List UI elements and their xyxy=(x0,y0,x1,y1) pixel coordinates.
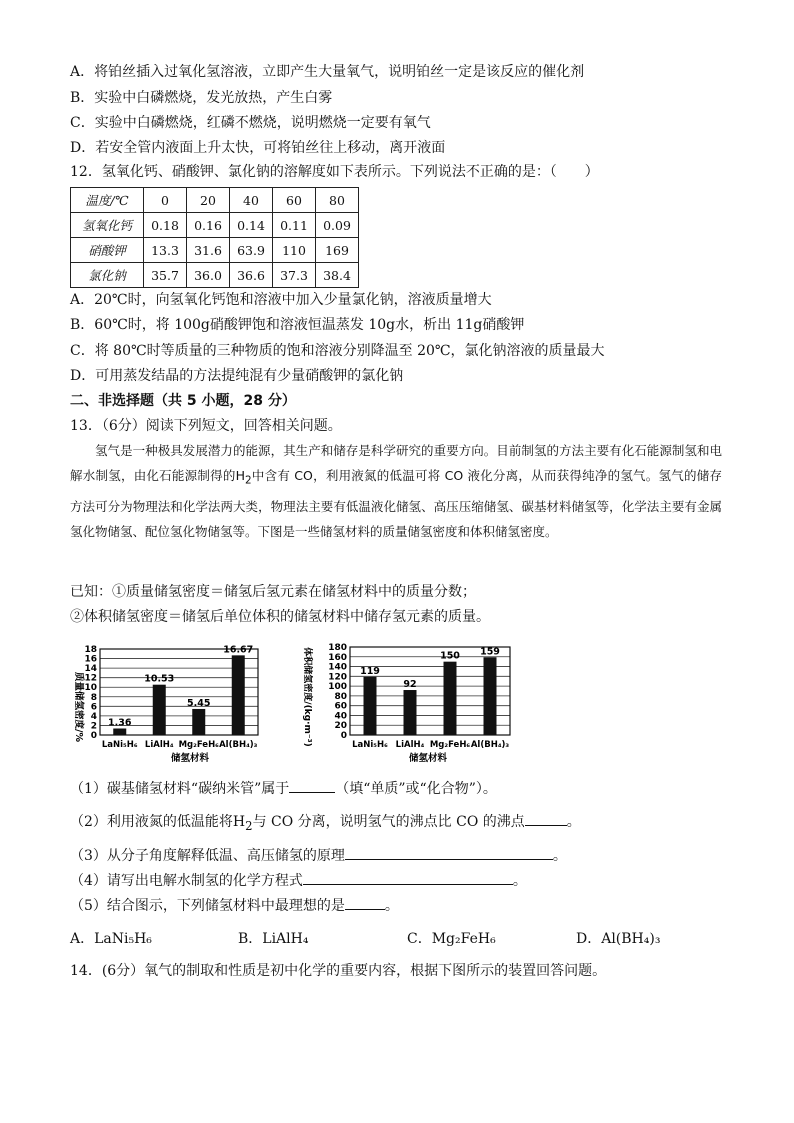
q13-passage xyxy=(70,438,722,544)
x-tick-label: LaNi₅H₆ xyxy=(101,740,138,750)
q13-choices xyxy=(70,928,720,950)
data-label: 10.53 xyxy=(144,673,175,685)
table-cell: 31.6 xyxy=(187,238,230,263)
data-label: 1.36 xyxy=(108,717,132,729)
y-tick-label: 14 xyxy=(84,664,97,675)
table-cell: 36.0 xyxy=(187,263,230,288)
y-tick-label: 60 xyxy=(334,701,347,712)
table-cell: 40 xyxy=(230,188,273,213)
table-cell: 60 xyxy=(273,188,316,213)
table-cell: 0.16 xyxy=(187,213,230,238)
x-axis-label: 储氢材料 xyxy=(170,753,210,764)
y-axis-label: 质量储氢密度/% xyxy=(73,672,84,742)
y-tick-label: 12 xyxy=(84,673,97,684)
data-label: 16.67 xyxy=(223,644,254,656)
x-tick-label: LaNi₅H₆ xyxy=(352,740,388,750)
q14-stem: 14．(6分）氧气的制取和性质是初中化学的重要内容，根据下图所示的装置回答问题。 xyxy=(70,963,607,979)
y-tick-label: 40 xyxy=(334,711,347,722)
table-cell: 110 xyxy=(273,238,316,263)
bar xyxy=(232,655,245,735)
table-cell: 0 xyxy=(144,188,187,213)
table-cell: 169 xyxy=(316,238,359,263)
table-cell: 20 xyxy=(187,188,230,213)
q12-option-a: A．20℃时，向氢氧化钙饱和溶液中加入少量氯化钠，溶液质量增大 xyxy=(70,292,492,308)
answer-blank[interactable] xyxy=(303,870,513,885)
passage-text-2: 中含有 CO，利用液氮的低温可将 CO 液化分离，从而获得纯净的氢气。氢气的储存方法可分为物理法和化学法两大类，物理法主要有低温液化储氢、高压压缩储氢、碳基材料储氢等，化学法主要有金属氢化物储氢、配位氢化物储氢等。下图是一些储氢材料的质量储氢密度和体积储氢密度。 xyxy=(70,468,722,539)
y-tick-label: 0 xyxy=(340,731,347,741)
passage-text-1: 氢气是一种极具发展潜力的能源，其生产和储存是科学研究的重要方向。目前制氢的方法主要有化石能源制氢和电解水制氢，由化石能源制得的 xyxy=(70,443,722,483)
y-tick-label: 2 xyxy=(90,721,97,732)
volume-density-chart xyxy=(298,637,528,765)
table-header-row xyxy=(71,188,359,213)
data-label: 159 xyxy=(480,646,500,658)
table-row-label: 硝酸钾 xyxy=(71,238,144,263)
y-tick-label: 80 xyxy=(334,691,347,702)
h2-formula: $H_2$ xyxy=(232,814,253,833)
table-cell: 37.3 xyxy=(273,263,316,288)
table-cell: 36.6 xyxy=(230,263,273,288)
table-cell: 0.11 xyxy=(273,213,316,238)
table-cell: 0.14 xyxy=(230,213,273,238)
y-tick-label: 8 xyxy=(90,692,97,703)
y-tick-label: 4 xyxy=(90,711,97,722)
table-row xyxy=(71,238,359,263)
q12-option-b: B．60℃时，将 100g硝酸钾饱和溶液恒温蒸发 10g水，析出 11g硝酸钾 xyxy=(70,317,525,333)
x-tick-label: Mg₂FeH₆ xyxy=(178,740,219,750)
y-tick-label: 18 xyxy=(84,645,97,655)
known-1: 已知：①质量储氢密度＝储氢后氢元素在储氢材料中的质量分数； xyxy=(70,584,476,600)
bar xyxy=(113,729,126,735)
q13-sub3: （3）从分子角度解释低温、高压储氢的原理 。 xyxy=(70,845,567,866)
table-header-label: 温度/℃ xyxy=(71,188,144,213)
table-cell: 0.09 xyxy=(316,213,359,238)
h2-formula: $H_2$ xyxy=(235,468,252,487)
x-tick-label: Al(BH₄)₃ xyxy=(470,740,510,750)
choice-b[interactable]: B．LiAlH₄ xyxy=(238,931,309,947)
choice-a[interactable]: A．LaNi₅H₆ xyxy=(70,931,152,947)
table-cell: 35.7 xyxy=(144,263,187,288)
data-label: 92 xyxy=(403,679,417,691)
mass-density-chart xyxy=(70,637,280,765)
bar xyxy=(364,677,377,735)
table-cell: 63.9 xyxy=(230,238,273,263)
y-tick-label: 120 xyxy=(328,672,347,683)
bar xyxy=(404,690,417,735)
x-tick-label: LiAlH₄ xyxy=(144,740,174,750)
x-axis-label: 储氢材料 xyxy=(408,753,448,764)
solubility-table xyxy=(70,187,359,288)
q12-option-d: D．可用蒸发结晶的方法提纯混有少量硝酸钾的氯化钠 xyxy=(70,368,404,384)
choice-c[interactable]: C．Mg₂FeH₆ xyxy=(407,931,496,947)
q11-option-a: A．将铂丝插入过氧化氢溶液，立即产生大量氧气，说明铂丝一定是该反应的催化剂 xyxy=(70,64,585,80)
data-label: 119 xyxy=(360,665,380,677)
bar xyxy=(153,685,166,735)
bar xyxy=(444,662,457,735)
table-cell: 80 xyxy=(316,188,359,213)
known-2: ②体积储氢密度＝储氢后单位体积的储氢材料中储存氢元素的质量。 xyxy=(70,609,490,625)
answer-blank[interactable] xyxy=(525,811,567,826)
data-label: 5.45 xyxy=(187,697,211,709)
q11-option-b: B．实验中白磷燃烧，发光放热，产生白雾 xyxy=(70,90,333,106)
y-tick-label: 10 xyxy=(84,683,97,694)
q12-stem: 12．氢氧化钙、硝酸钾、氯化钠的溶解度如下表所示。下列说法不正确的是：（ ） xyxy=(70,164,599,180)
section-title: 二、非选择题（共 5 小题，28 分） xyxy=(70,393,296,409)
bar xyxy=(192,709,205,735)
q11-option-c: C．实验中白磷燃烧，红磷不燃烧，说明燃烧一定要有氧气 xyxy=(70,115,431,131)
answer-blank[interactable] xyxy=(345,895,385,910)
table-cell: 13.3 xyxy=(144,238,187,263)
y-tick-label: 0 xyxy=(90,731,97,741)
table-row xyxy=(71,263,359,288)
table-cell: 38.4 xyxy=(316,263,359,288)
q13-sub2: （2）利用液氮的低温能将$H_2$与 CO 分离，说明氢气的沸点比 CO 的沸点 。 xyxy=(70,811,581,836)
answer-blank[interactable] xyxy=(345,845,553,860)
y-tick-label: 100 xyxy=(328,682,347,693)
y-tick-label: 16 xyxy=(84,654,97,665)
y-tick-label: 6 xyxy=(90,702,97,713)
y-axis-label: 体积储氢密度/(kg·m⁻³) xyxy=(302,647,312,747)
y-tick-label: 140 xyxy=(328,662,347,673)
bar xyxy=(484,657,497,735)
q13-sub4: （4）请写出电解水制氢的化学方程式 。 xyxy=(70,870,527,891)
answer-blank[interactable] xyxy=(289,778,335,793)
table-row-label: 氯化钠 xyxy=(71,263,144,288)
x-tick-label: LiAlH₄ xyxy=(395,740,425,750)
q13-sub1: （1）碳基储氢材料“碳纳米管”属于 （填“单质”或“化合物”）。 xyxy=(70,778,497,799)
q12-option-c: C．将 80℃时等质量的三种物质的饱和溶液分别降温至 20℃，氯化钠溶液的质量最大 xyxy=(70,343,605,359)
y-tick-label: 20 xyxy=(334,721,347,732)
table-row xyxy=(71,213,359,238)
q13-sub5: （5）结合图示，下列储氢材料中最理想的是 。 xyxy=(70,895,399,916)
table-cell: 0.18 xyxy=(144,213,187,238)
x-tick-label: Mg₂FeH₆ xyxy=(429,740,471,750)
y-tick-label: 180 xyxy=(328,643,347,653)
data-label: 150 xyxy=(440,650,460,662)
q11-option-d: D．若安全管内液面上升太快，可将铂丝往上移动，离开液面 xyxy=(70,140,446,156)
table-row-label: 氢氧化钙 xyxy=(71,213,144,238)
y-tick-label: 160 xyxy=(328,652,347,663)
choice-d[interactable]: D．Al(BH₄)₃ xyxy=(576,931,661,947)
x-tick-label: Al(BH₄)₃ xyxy=(219,740,258,750)
q13-stem: 13．（6分）阅读下列短文，回答相关问题。 xyxy=(70,418,342,434)
